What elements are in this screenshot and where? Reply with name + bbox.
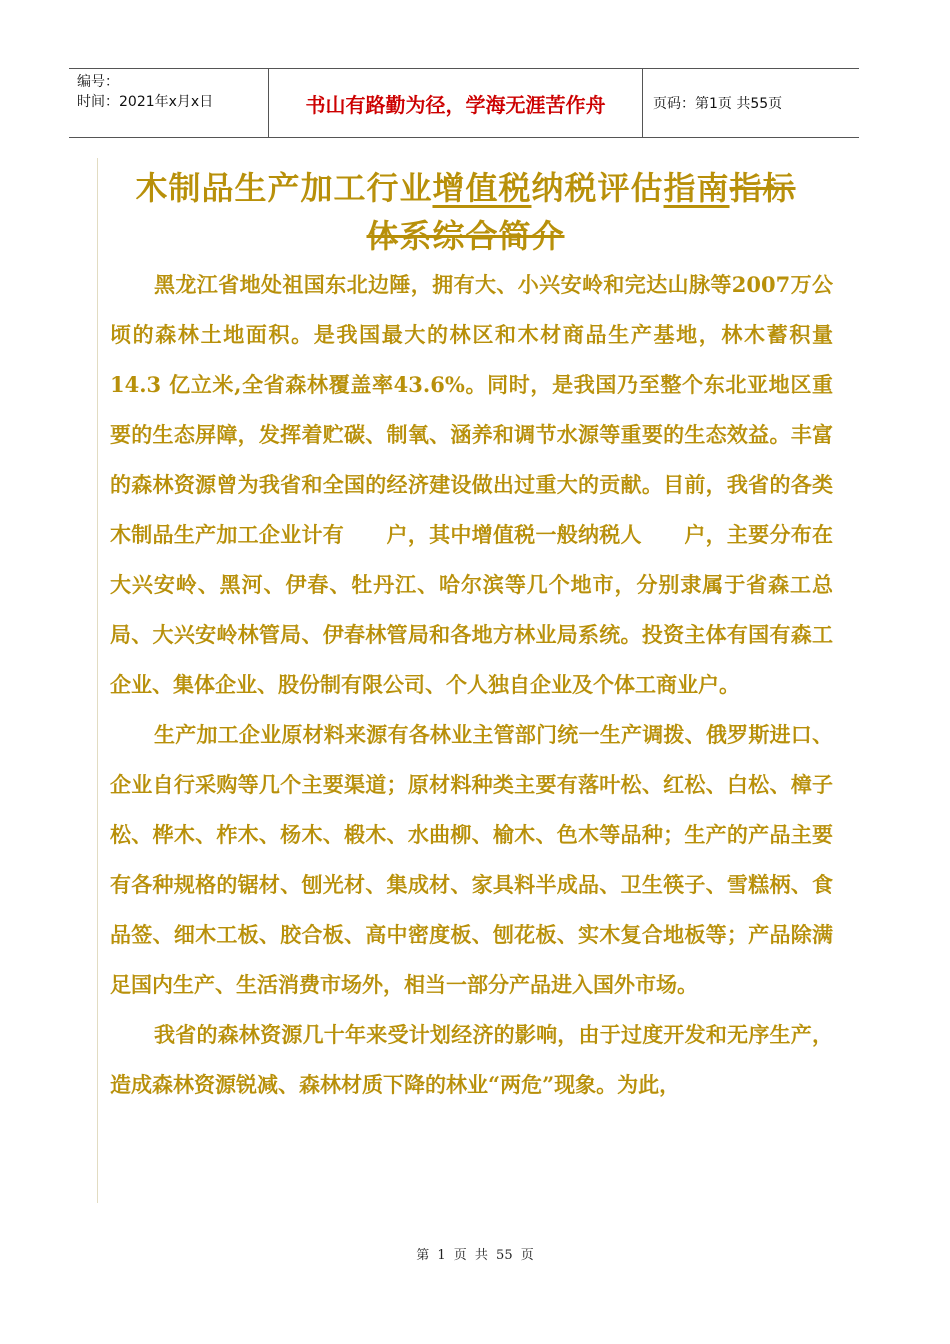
document-body <box>97 158 833 1203</box>
paragraph: 我省的森林资源几十年来受计划经济的影响，由于过度开发和无序生产，造成森林资源锐减、森林材质下降的林业“两危”现象。为此， <box>110 1022 833 1097</box>
header-motto: 书山有路勤为径，学海无涯苦作舟 <box>269 69 643 137</box>
title-part-2: 增值税 <box>432 169 532 207</box>
page-footer: 第 1 页 共 55 页 <box>416 1248 534 1263</box>
title-part-5: 指标 <box>729 169 796 207</box>
page-header <box>69 68 859 138</box>
header-meta <box>69 69 269 137</box>
time-label: 时间：2021年x月x日 <box>77 94 214 110</box>
document-title <box>98 164 833 260</box>
title-part-3: 纳税评估 <box>531 169 664 207</box>
paragraph: 生产加工企业原材料来源有各林业主管部门统一生产调拨、俄罗斯进口、企业自行采购等几个主要渠道；原材料种类主要有落叶松、红松、白松、樟子松、桦木、柞木、杨木、椴木、水曲柳、榆木、色木等品种；生产的产品主要有各种规格的锯材、刨光材、集成材、家具料半成品、卫生筷子、雪糕柄、食品签、细木工板、胶合板、高中密度板、刨花板、实木复合地板等；产品除满足国内生产、生活消费市场外，相当一部分产品进入国外市场。 <box>110 722 833 997</box>
title-part-4: 指南 <box>663 169 730 207</box>
header-page-code: 页码：第1页 共55页 <box>653 96 783 112</box>
title-part-1: 木制品生产加工行业 <box>135 169 433 207</box>
number-label: 编号： <box>77 74 119 90</box>
paragraph: 黑龙江省地处祖国东北边陲，拥有大、小兴安岭和完达山脉等2007万公顷的森林土地面积。是我国最大的林区和木材商品生产基地，林木蓄积量14.3 亿立米,全省森林覆盖率43.6%。同时，是我国乃至整个东北亚地区重要的生态屏障，发挥着贮碳、制氧、涵养和调节水源等重要的生态效益。丰富的森林资源曾为我省和全国的经济建设做出过重大的贡献。目前，我省的各类木制品生产加工企业计有 户，其中增值税一般纳税人 户，主要分布在大兴安岭、黑河、伊春、牡丹江、哈尔滨等几个地市，分别隶属于省森工总局、大兴安岭林管局、伊春林管局和各地方林业局系统。投资主体有国有森工企业、集体企业、股份制有限公司、个人独自企业及个体工商业户。 <box>110 272 833 697</box>
title-part-6: 体系综合简介 <box>366 217 565 255</box>
